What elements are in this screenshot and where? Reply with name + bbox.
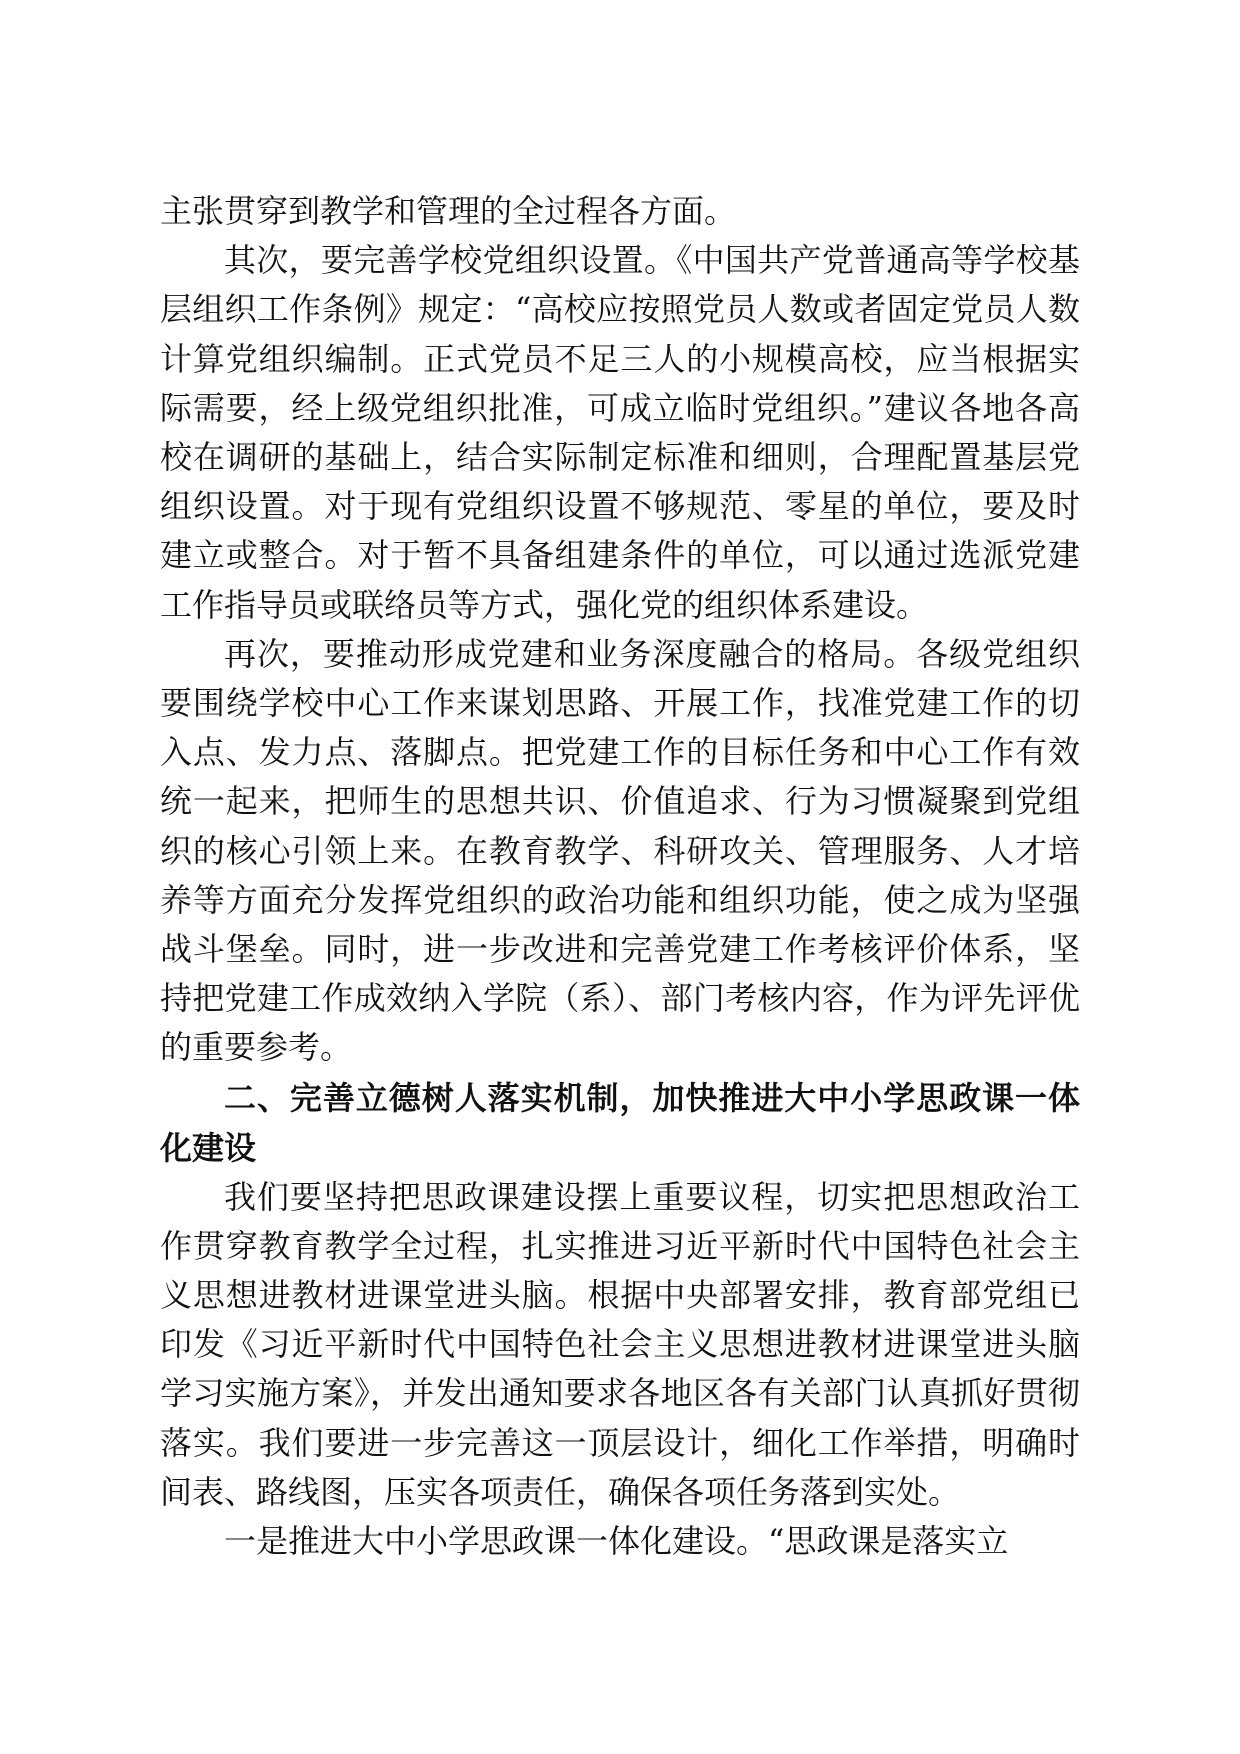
paragraph-party-organization-setup: 其次，要完善学校党组织设置。《中国共产党普通高等学校基层组织工作条例》规定：“高校应按照党员人数或者固定党员人数计算党组织编制。正式党员不足三人的小规模高校，应当根据实际需要，经上级党组织批准，可成立临时党组织。”建议各地各高校在调研的基础上，结合实际制定标准和细则，合理配置基层党组织设置。对于现有党组织设置不够规范、零星的单位，要及时建立或整合。对于暂不具备组建条件的单位，可以通过选派党建工作指导员或联络员等方式，强化党的组织体系建设。 [160, 241, 1080, 624]
section-heading: 二、完善立德树人落实机制，加快推进大中小学思政课一体化建设 [160, 1078, 1080, 1167]
paragraph-first-measure: 一是推进大中小学思政课一体化建设。“思政课是落实立 [224, 1522, 1009, 1561]
paragraph-party-business-integration: 再次，要推动形成党建和业务深度融合的格局。各级党组织要围绕学校中心工作来谋划思路、开展工作，找准党建工作的切入点、发力点、落脚点。把党建工作的目标任务和中心工作有效统一起来，把师生的思想共识、价值追求、行为习惯凝聚到党组织的核心引领上来。在教育教学、科研攻关、管理服务、人才培养等方面充分发挥党组织的政治功能和组织功能，使之成为坚强战斗堡垒。同时，进一步改进和完善党建工作考核评价体系，坚持把党建工作成效纳入学院（系）、部门考核内容，作为评先评优的重要参考。 [160, 634, 1080, 1067]
paragraph-ideological-course: 我们要坚持把思政课建设摆上重要议程，切实把思想政治工作贯穿教育教学全过程，扎实推进习近平新时代中国特色社会主义思想进教材进课堂进头脑。根据中央部署安排，教育部党组已印发《习近平新时代中国特色社会主义思想进教材进课堂进头脑学习实施方案》，并发出通知要求各地区各有关部门认真抓好贯彻落实。我们要进一步完善这一顶层设计，细化工作举措，明确时间表、路线图，压实各项责任，确保各项任务落到实处。 [160, 1177, 1080, 1511]
document-body [160, 187, 1080, 1566]
paragraph-continuation: 主张贯穿到教学和管理的全过程各方面。 [160, 192, 737, 230]
